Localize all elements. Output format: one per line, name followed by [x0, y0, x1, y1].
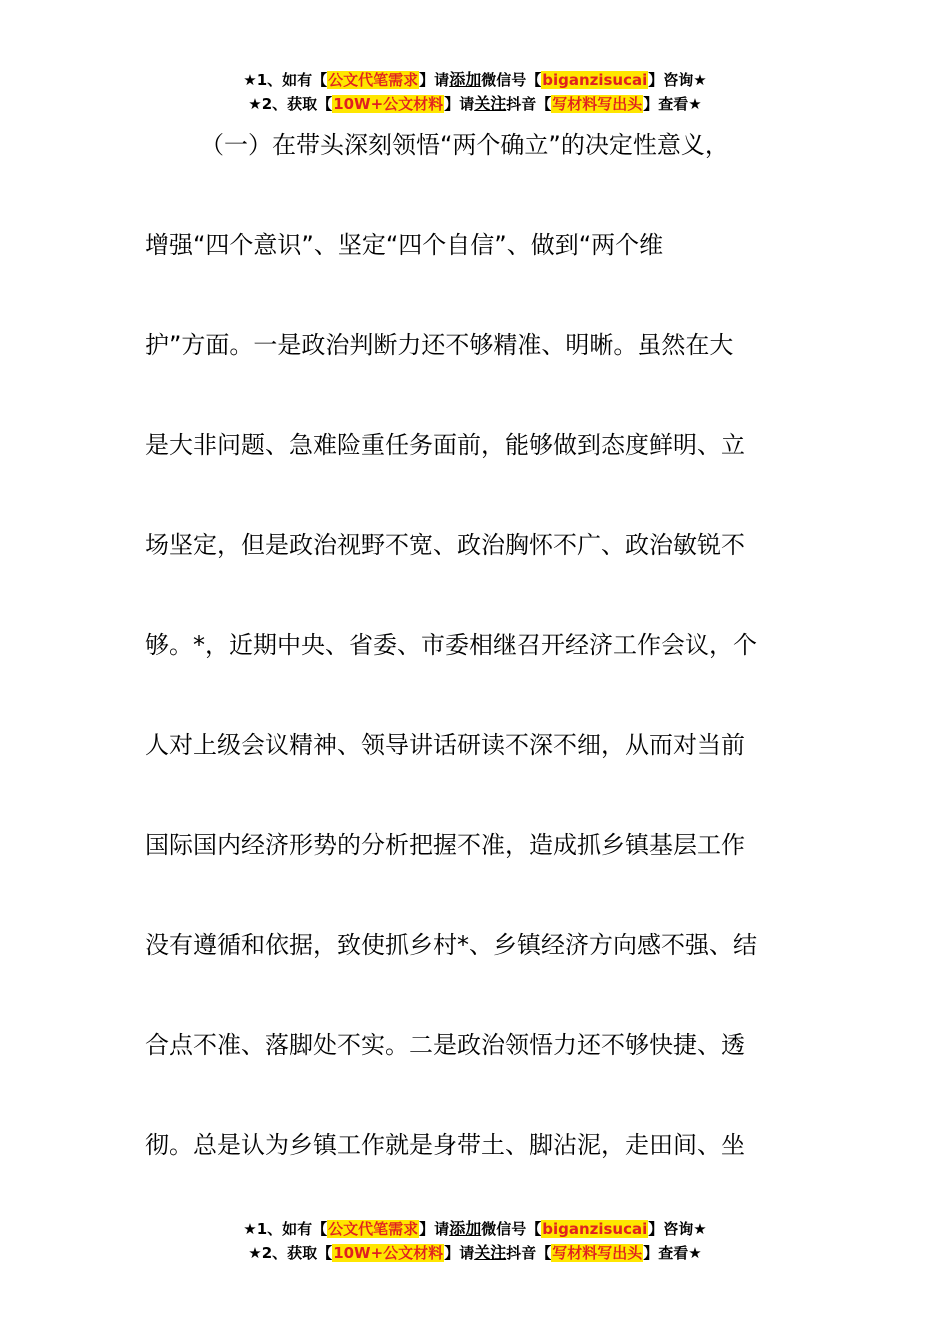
bottom-banner	[0, 1217, 950, 1265]
banner-text: ★2、获取【	[248, 95, 333, 113]
banner-line-1	[0, 68, 950, 92]
body-line: 场坚定，但是政治视野不宽、政治胸怀不广、政治敏锐不	[145, 531, 745, 559]
banner-text: 微信号【	[481, 1220, 542, 1238]
banner-highlight: 公文代笔需求	[328, 1220, 419, 1238]
body-line: 增强“四个意识”、坚定“四个自信”、做到“两个维	[145, 231, 664, 259]
banner-underlined: 关注	[474, 1243, 507, 1262]
banner-text: 抖音【	[506, 95, 552, 113]
banner-highlight: 公文代笔需求	[328, 71, 419, 89]
banner-text: 】咨询★	[648, 1220, 707, 1238]
body-line: 合点不准、落脚处不实。二是政治领悟力还不够快捷、透	[145, 1031, 745, 1059]
banner-highlight: 10W+公文材料	[333, 95, 444, 113]
body-line: 护”方面。一是政治判断力还不够精准、明晰。虽然在大	[145, 331, 734, 359]
body-line: 人对上级会议精神、领导讲话研读不深不细，从而对当前	[145, 731, 745, 759]
banner-text: 】请	[444, 95, 475, 113]
body-line: 是大非问题、急难险重任务面前，能够做到态度鲜明、立	[145, 431, 745, 459]
banner-text: 】请	[444, 1244, 475, 1262]
banner-text: 】请	[419, 1220, 450, 1238]
banner-text: ★2、获取【	[248, 1244, 333, 1262]
banner-highlight: biganzisucai	[542, 71, 648, 89]
banner-text: 】咨询★	[648, 71, 707, 89]
banner-text: 抖音【	[506, 1244, 552, 1262]
banner-text: 】查看★	[643, 1244, 702, 1262]
body-line: 没有遵循和依据，致使抓乡村*、乡镇经济方向感不强、结	[145, 931, 757, 959]
body-line: 国际国内经济形势的分析把握不准，造成抓乡镇基层工作	[145, 831, 745, 859]
banner-line-2	[0, 1241, 950, 1265]
banner-line-1	[0, 1217, 950, 1241]
document-body	[145, 120, 825, 1220]
banner-highlight: 写材料写出头	[552, 1244, 643, 1262]
banner-text: 】查看★	[643, 95, 702, 113]
banner-text: 】请	[419, 71, 450, 89]
body-line: 彻。总是认为乡镇工作就是身带土、脚沾泥，走田间、坐	[145, 1131, 745, 1159]
banner-line-2	[0, 92, 950, 116]
banner-text: 微信号【	[481, 71, 542, 89]
body-line: （一）在带头深刻领悟“两个确立”的决定性意义，	[200, 131, 729, 159]
banner-highlight: biganzisucai	[542, 1220, 648, 1238]
banner-underlined: 添加	[449, 70, 482, 89]
top-banner	[0, 68, 950, 116]
body-line: 够。*，近期中央、省委、市委相继召开经济工作会议，个	[145, 631, 757, 659]
banner-text: ★1、如有【	[243, 1220, 328, 1238]
banner-underlined: 关注	[474, 94, 507, 113]
banner-highlight: 写材料写出头	[552, 95, 643, 113]
banner-text: ★1、如有【	[243, 71, 328, 89]
banner-highlight: 10W+公文材料	[333, 1244, 444, 1262]
banner-underlined: 添加	[449, 1219, 482, 1238]
